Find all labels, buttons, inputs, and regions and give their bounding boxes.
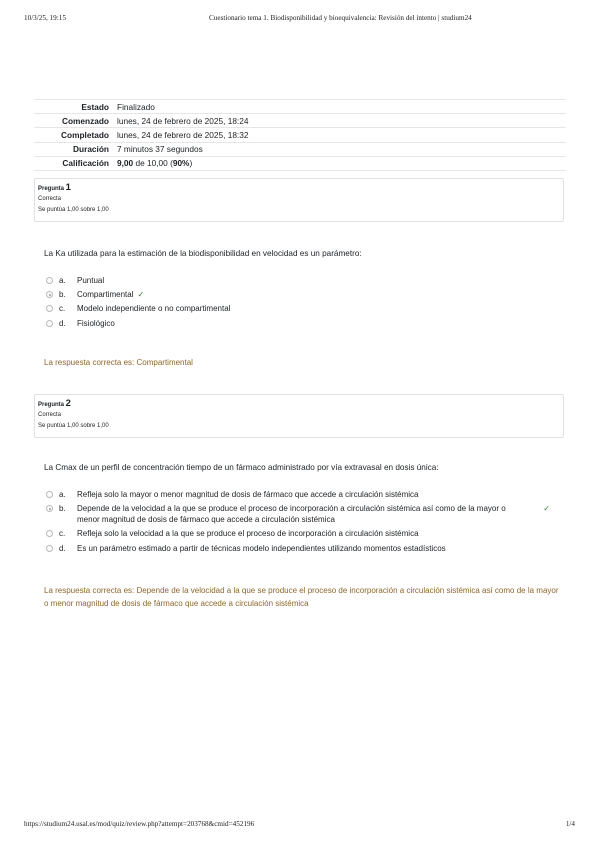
summary-value: lunes, 24 de febrero de 2025, 18:24 [112, 114, 566, 128]
question-text: La Ka utilizada para la estimación de la biodisponibilidad en velocidad es un parámetro: [44, 249, 362, 258]
answer-letter: a. [59, 490, 66, 499]
question-info-box [34, 394, 564, 438]
summary-row [34, 142, 566, 156]
answer-text: Compartimental [77, 290, 134, 300]
answer-text: Puntual [77, 276, 105, 285]
check-icon: ✓ [137, 290, 145, 300]
summary-row [34, 128, 566, 142]
question-number [38, 183, 560, 194]
summary-label: Comenzado [34, 114, 112, 128]
radio-icon [46, 277, 53, 284]
answer-option [46, 543, 556, 554]
answer-letter: d. [59, 318, 66, 328]
summary-row [34, 100, 566, 114]
summary-label: Duración [34, 142, 112, 156]
question-text: La Cmax de un perfil de concentración tiempo de un fármaco administrado por vía extravasal en dosis única: [44, 463, 439, 472]
question-number [38, 399, 560, 410]
answer-text: Refleja solo la velocidad a la que se produce el proceso de incorporación a circulación sistémica [77, 529, 419, 539]
radio-icon [46, 305, 53, 312]
correct-answer-feedback: La respuesta correcta es: Compartimental [44, 358, 193, 367]
question-state: Correcta [38, 196, 62, 202]
answer-letter: a. [59, 276, 66, 285]
question-info-box [34, 178, 564, 222]
answer-text: Modelo independiente o no compartimental [77, 304, 231, 314]
answer-option [46, 275, 556, 286]
question-number-value: 1 [65, 182, 71, 193]
summary-value: lunes, 24 de febrero de 2025, 18:32 [112, 128, 566, 142]
summary-label: Completado [34, 128, 112, 142]
print-header [24, 14, 575, 28]
print-url: https://studium24.usal.es/mod/quiz/review.php?attempt=203768&cmid=452196 [24, 820, 255, 828]
print-title: Cuestionario tema 1. Biodisponibilidad y bioequivalencia: Revisión del intento | studium24 [209, 14, 472, 22]
question-grade: Se puntúa 1,00 sobre 1,00 [38, 423, 109, 429]
grade-of-text: de 10,00 ( [133, 158, 173, 169]
answer-option [46, 489, 556, 500]
answer-letter: d. [59, 543, 66, 553]
grade-close: ) [189, 158, 193, 169]
answer-option [46, 528, 556, 539]
attempt-summary-table [34, 99, 566, 171]
answer-option-selected [46, 503, 556, 525]
question-prefix: Pregunta [38, 186, 66, 192]
radio-icon [46, 320, 53, 327]
answer-letter: c. [59, 304, 66, 314]
radio-icon [46, 545, 53, 552]
answer-text: Es un parámetro estimado a partir de técnicas modelo independientes utilizando momentos estadísticos [77, 543, 446, 553]
answer-text: Fisiológico [77, 318, 115, 328]
answer-option-selected [46, 289, 556, 300]
answer-option [46, 303, 556, 314]
check-icon: ✓ [543, 504, 550, 514]
radio-icon [46, 505, 53, 512]
summary-value: Finalizado [112, 100, 566, 114]
summary-label: Estado [34, 100, 112, 114]
print-date: 10/3/25, 19:15 [24, 14, 66, 22]
correct-answer-feedback: La respuesta correcta es: Depende de la velocidad a la que se produce el proceso de incorporación a circulación sistémica así como de la mayor o menor magnitud de dosis de fármaco que accede a circulación sistémica [44, 586, 559, 608]
radio-icon [46, 491, 53, 498]
summary-grade-value [112, 156, 566, 170]
answer-text: Depende de la velocidad a la que se produce el proceso de incorporación a circulación sistémica así como de la mayor o menor magnitud de dosis de fármaco que accede a circulación sistémica [77, 504, 506, 525]
question-state: Correcta [38, 412, 62, 418]
grade-percent: 90% [172, 158, 190, 169]
answer-letter: b. [59, 504, 66, 514]
answer-option [46, 318, 556, 329]
print-page-number: 1/4 [565, 820, 575, 828]
question-prefix: Pregunta [38, 402, 66, 408]
print-footer [24, 820, 575, 832]
answer-list [46, 489, 556, 557]
summary-label: Calificación [34, 156, 112, 170]
question-grade: Se puntúa 1,00 sobre 1,00 [38, 207, 109, 213]
question-number-value: 2 [65, 398, 71, 409]
answer-list [46, 275, 556, 332]
answer-letter: c. [59, 529, 66, 539]
summary-row [34, 114, 566, 128]
answer-text: Refleja solo la mayor o menor magnitud de dosis de fármaco que accede a circulación sistémica [77, 490, 419, 499]
radio-icon [46, 530, 53, 537]
answer-letter: b. [59, 290, 66, 300]
summary-row-grade [34, 156, 566, 170]
grade-score: 9,00 [117, 158, 134, 169]
summary-value: 7 minutos 37 segundos [112, 142, 566, 156]
radio-icon [46, 291, 53, 298]
